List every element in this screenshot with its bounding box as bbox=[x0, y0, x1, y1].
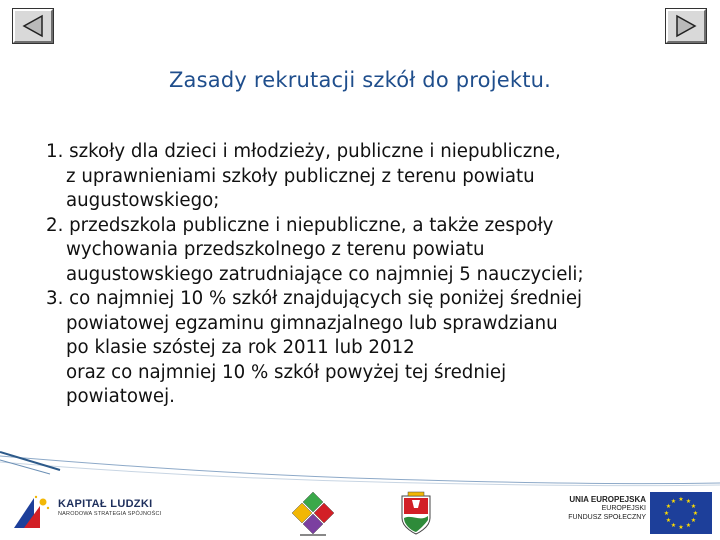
eu-flag-icon bbox=[650, 492, 712, 534]
eu-text bbox=[560, 495, 646, 522]
eu-line-3: FUNDUSZ SPOŁECZNY bbox=[568, 514, 646, 521]
eu-line-2: EUROPEJSKI bbox=[601, 505, 646, 512]
eu-line-1: UNIA EUROPEJSKA bbox=[569, 495, 646, 504]
list-item bbox=[46, 214, 714, 288]
text-line: powiatowej egzaminu gimnazjalnego lub sprawdzianu bbox=[66, 312, 558, 334]
svg-text:★: ★ bbox=[665, 517, 672, 524]
slide-body bbox=[46, 140, 714, 410]
text-line: augustowskiego zatrudniające co najmniej 5 nauczycieli; bbox=[66, 263, 584, 285]
svg-text:★: ★ bbox=[690, 517, 697, 524]
svg-text:★: ★ bbox=[670, 498, 677, 505]
svg-text:★: ★ bbox=[663, 510, 670, 517]
text-line: powiatowej. bbox=[66, 386, 175, 407]
svg-text:★: ★ bbox=[678, 524, 684, 531]
text-line: 3. co najmniej 10 % szkół znajdujących się poniżej średniej bbox=[46, 288, 583, 309]
svg-text:★: ★ bbox=[685, 498, 692, 505]
svg-text:★: ★ bbox=[692, 510, 699, 517]
text-line: z uprawnieniami szkoły publicznej z terenu powiatu bbox=[66, 165, 535, 187]
kapital-ludzki-name: KAPITAŁ LUDZKI bbox=[58, 498, 153, 510]
list-item bbox=[46, 140, 714, 214]
slide-title: Zasady rekrutacji szkół do projektu. bbox=[168, 68, 552, 92]
triangle-left-icon bbox=[15, 11, 51, 41]
next-slide-button[interactable] bbox=[666, 9, 706, 43]
svg-text:★: ★ bbox=[678, 496, 684, 503]
list-item bbox=[46, 287, 714, 410]
decorative-swoosh bbox=[0, 448, 720, 488]
text-line: oraz co najmniej 10 % szkół powyżej tej średniej bbox=[66, 361, 507, 383]
triangle-right-icon bbox=[668, 11, 704, 41]
kapital-ludzki-text bbox=[58, 498, 161, 517]
svg-text:★: ★ bbox=[690, 503, 697, 510]
text-line: augustowskiego; bbox=[66, 190, 220, 211]
text-line: 2. przedszkola publiczne i niepubliczne, a także zespoły bbox=[46, 214, 554, 236]
svg-text:★: ★ bbox=[670, 522, 677, 529]
text-line: po klasie szóstej za rok 2011 lub 2012 bbox=[66, 337, 415, 358]
previous-slide-button[interactable] bbox=[13, 9, 53, 43]
coat-of-arms-icon bbox=[398, 490, 434, 536]
kapital-ludzki-subtitle: NARODOWA STRATEGIA SPÓJNOŚCI bbox=[58, 511, 162, 517]
text-line: wychowania przedszkolnego z terenu powiatu bbox=[66, 239, 485, 260]
project-logo bbox=[290, 490, 336, 538]
svg-text:★: ★ bbox=[685, 522, 692, 529]
text-line: 1. szkoły dla dzieci i młodzieży, publiczne i niepubliczne, bbox=[46, 141, 561, 162]
svg-text:★: ★ bbox=[665, 503, 672, 510]
kapital-ludzki-logo bbox=[10, 492, 54, 534]
